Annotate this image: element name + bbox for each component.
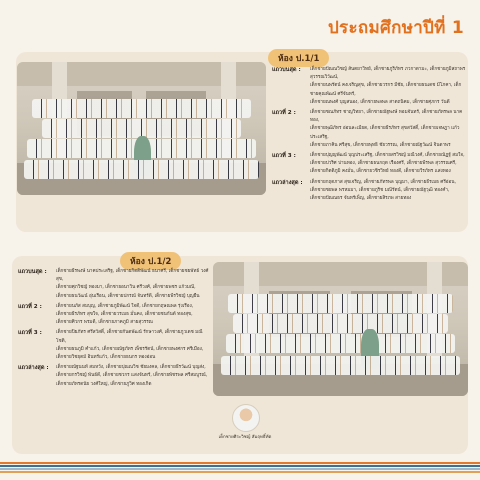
- row-heading: แถวล่างสุด :: [272, 179, 303, 186]
- name-line: เด็กชายปวริศ ปานทอง, เด็กชายธนกฤต เรืองศรี, เด็กชายพีรพล สุวรรณศรี,: [310, 161, 457, 167]
- name-line: เด็กชายภาคิน ศรีสุข, เด็กชายพุทธิ ชัยวรรณ, เด็กชายณัฐวัฒน์ จินดาพร: [310, 142, 451, 148]
- name-line: เด็กชายปุญญพัฒน์ บุญประเสริฐ, เด็กชายสรวิชญ์ มณีวงศ์, เด็กชายณัฏฐ์ สมใจ,: [310, 153, 465, 159]
- room-1-row-2: [272, 109, 468, 150]
- name-line: เด็กชายชยพล พรหมมา, เด็กชายภูริช มณีรัตน์, เด็กชายณัฐวุฒิ ทองคำ,: [310, 187, 450, 193]
- name-line: เด็กชายนพรัตน์ คงเจริญสุข, เด็กชายวรกร มีชัย, เด็กชายธนเดช มีโภคา, เด็กชายคุณพัฒน์ ศรีจันทร์,: [310, 83, 462, 97]
- room-1-label: ห้อง ป.1/1: [268, 49, 329, 67]
- stripe: [0, 468, 480, 470]
- name-line: เด็กชายกรวิชญ์ พันธ์ดี, เด็กชายชวกร แสงจันทร์, เด็กชายพัชรพล ศรีสมบูรณ์,: [56, 373, 208, 379]
- absent-student-caption: เด็กชายศิระวิชญ์ สัมฤทธิ์ทัต: [218, 435, 272, 440]
- name-line: เด็กชายพุฒิภัทร อ่อนละเมียด, เด็กชายธีรภัทร สุขสวัสดิ์, เด็กชายเจษฎา แก้วประเสริฐ,: [310, 126, 460, 140]
- room-2-label: ห้อง ป.1/2: [120, 252, 181, 270]
- name-line: เด็กชายภัทรดนัย วงศ์ใหญ่, เด็กชายภูวิศ ทองเกิด: [56, 381, 152, 387]
- row-heading: แถวที่ 3 :: [272, 153, 296, 160]
- room-1-row-top: [272, 66, 468, 107]
- room-2-row-bottom: [18, 364, 210, 389]
- footer-stripes: [0, 462, 480, 474]
- name-line: เด็กชายศุภวิชญ์ ทองมา, เด็กชายอนาวิน ศรีวงศ์, เด็กชายพชร แก้วมณี,: [56, 285, 196, 291]
- row-heading: แถวที่ 3 :: [18, 330, 42, 337]
- stripe: [0, 462, 480, 464]
- room-2-row-3: [18, 329, 210, 362]
- room-1-names: [272, 66, 468, 205]
- name-line: เด็กชายณพงศ์ บุญสนอง, เด็กชายพลพล สาตถนิคม, เด็กชายศุภกร วันดี: [310, 99, 450, 105]
- room-2-names: [18, 268, 210, 391]
- row-heading: แถวที่ 2 :: [272, 110, 296, 117]
- stripe: [0, 471, 480, 473]
- name-line: เด็กชายธนวัฒน์ อุ่นเรือน, เด็กชายปกรณ์ จันทร์ดี, เด็กชายพีรวิชญ์ บุญยืน: [56, 293, 200, 299]
- name-line: เด็กชายธนภูมิ คำแก้ว, เด็กชายณัฐภัทร เพ็ชรรัตน์, เด็กชายพงศกร ศรีเมือง,: [56, 346, 204, 352]
- name-line: เด็กชายปัณณวิชญ์ สันตยาวิทย์, เด็กชายภูริภัทร ภวกาตามะ, เด็กชายภูมิสถาพร สุวรรณวิวัฒน์,: [310, 67, 466, 81]
- absent-student-avatar: [232, 404, 260, 432]
- room-2-row-top: [18, 268, 210, 301]
- name-line: เด็กชายกฤตภาส สุขเจริญ, เด็กชายภัทรพล บุญมา, เด็กชายธีรเมธ ศรีอ่อน,: [310, 179, 456, 185]
- name-line: เด็กชายนภัส สมบุญ, เด็กชายภูมิพัฒน์ ใจดี, เด็กชายกฤษณพล รุ่งเรือง,: [56, 303, 194, 309]
- room-1-row-bottom: [272, 179, 468, 204]
- page-title: ประถมศึกษาปีที่ 1: [327, 18, 464, 38]
- row-heading: แถวล่างสุด :: [18, 365, 49, 372]
- name-line: เด็กชายธีรพงษ์ นาคประเสริฐ, เด็กชายกิตติพัฒน์ ธนาศรี, เด็กชายชยพัทธ์ วงศ์สุข,: [56, 269, 209, 283]
- name-line: เด็กชายปิยภัทร ศรีสวัสดิ์, เด็กชายกันตพัฒน์ รักษาวงศ์, เด็กชายภูวเดช มณีโชติ,: [56, 330, 203, 344]
- room-2-row-2: [18, 303, 210, 328]
- row-heading: แถวบนสุด :: [18, 269, 47, 275]
- name-line: เด็กชายธีรภัทร สุขใจ, เด็กชายวรเมธ มั่นคง, เด็กชายชนกันต์ ทองสุข,: [56, 312, 193, 318]
- room-1-row-3: [272, 152, 468, 177]
- room-2-photo: [213, 262, 468, 396]
- name-line: เด็กชายณัฐนนท์ สมหวัง, เด็กชายปุณณวิช ชัยมงคล, เด็กชายธีรวัฒน์ บุญส่ง,: [56, 365, 206, 371]
- row-heading: แถวบนสุด :: [272, 67, 301, 73]
- stripe: [0, 465, 480, 467]
- name-line: เด็กชายกิตติภูมิ คงมั่น, เด็กชายวชิรวิทย์ ทองดี, เด็กชายวีรภัทร แสงทอง: [310, 169, 451, 175]
- name-line: เด็กชายวิชยุตม์ อินทร์แก้ว, เด็กชายธนกร ทองอ่อน: [56, 355, 156, 361]
- name-line: เด็กชายปัณณธร จันทร์เพ็ญ, เด็กชายสิรภพ สายทอง: [310, 196, 412, 202]
- room-1-photo: [17, 62, 266, 195]
- name-line: เด็กชายชณภัทร ชาญวิทยา, เด็กชายณัฐพงษ์ หอมจันทร์, เด็กชายภัทรพล นาคทอง,: [310, 110, 463, 124]
- row-heading: แถวที่ 2 :: [18, 303, 42, 310]
- name-line: เด็กชายศิวกร พรมดี, เด็กชายภาคภูมิ สายสุวรรณ: [56, 320, 153, 326]
